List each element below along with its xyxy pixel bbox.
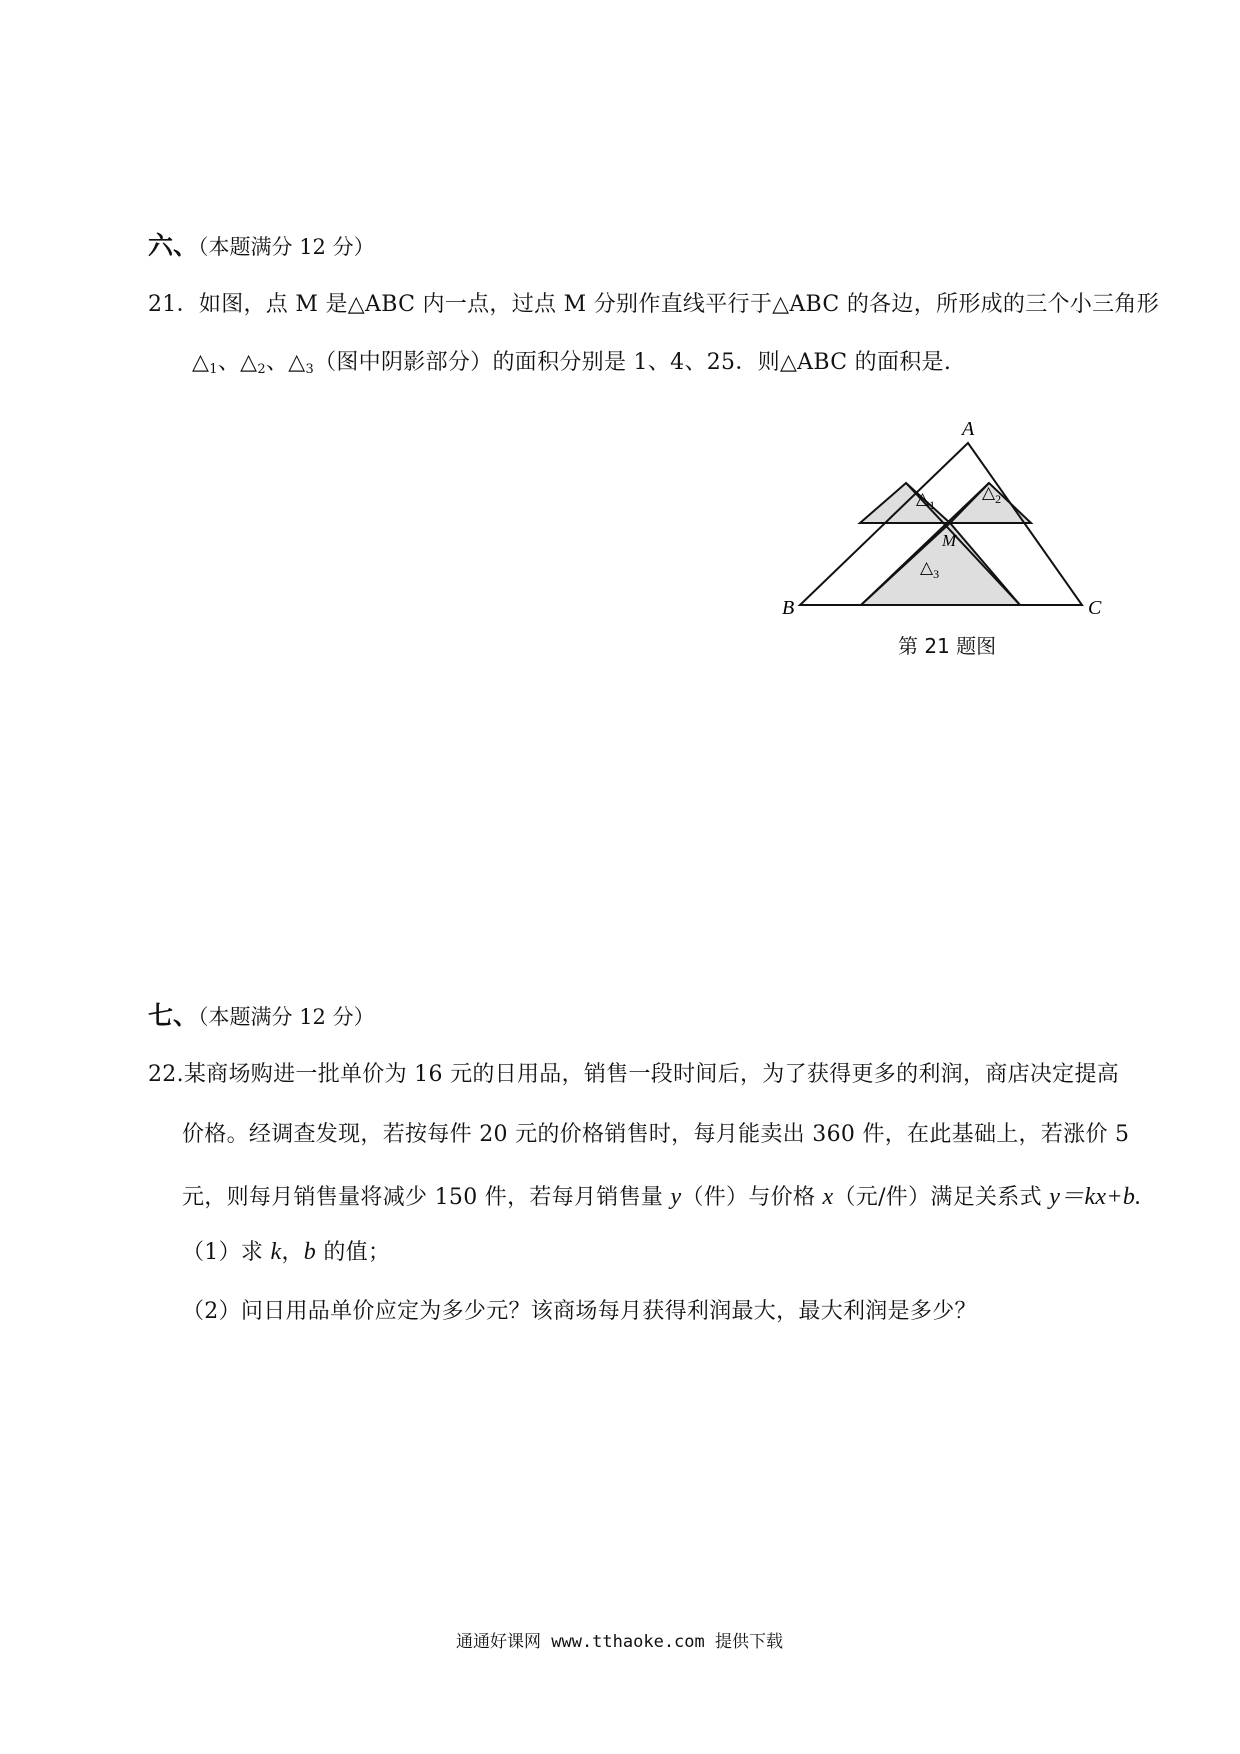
triangle-3-label: $\triangle_3$ — [920, 558, 940, 581]
separator: ， — [281, 1240, 304, 1265]
part1-text-end: 的值； — [316, 1240, 391, 1265]
vertex-label-b: B — [782, 597, 795, 619]
vertex-label-a: A — [962, 418, 975, 440]
section-score-note: （本题满分 12 分） — [198, 235, 375, 259]
question-21-line2 — [192, 345, 951, 377]
question-22-part2: （2）问日用品单价应定为多少元？该商场每月获得利润最大，最大利润是多少？ — [182, 1299, 977, 1324]
triangle-3-shape — [861, 523, 1020, 605]
question-22-line2: 价格。经调查发现，若按每件 20 元的价格销售时，每月能卖出 360 件，在此基础上，若涨价 5 — [182, 1122, 1130, 1147]
vertex-label-c: C — [1088, 597, 1102, 619]
triangle-2-symbol: △ — [240, 350, 258, 375]
section-header-6 — [148, 226, 375, 262]
triangle-2-label: $\triangle_2$ — [982, 483, 1002, 506]
triangle-1-subscript: 1 — [209, 362, 218, 377]
point-label-m: M — [942, 531, 957, 550]
question-22-line3 — [182, 1176, 1141, 1211]
separator: 、 — [217, 350, 241, 375]
question-21-line2-text: （图中阴影部分）的面积分别是 1、4、25．则△ABC 的面积是. — [314, 350, 952, 375]
section-score-note: （本题满分 12 分） — [198, 1005, 375, 1029]
question-22-line3-text-b: （件）与价格 — [681, 1185, 823, 1210]
triangle-2-subscript: 2 — [257, 362, 266, 377]
variable-b: b — [303, 1239, 317, 1265]
triangle-3-subscript: 3 — [305, 362, 315, 377]
triangle-1-label: $\triangle_1$ — [916, 489, 936, 512]
triangle-1-symbol: △ — [192, 350, 210, 375]
question-21-line1: 21．如图，点 M 是△ABC 内一点，过点 M 分别作直线平行于△ABC 的各边，所形成的三个小三角形 — [148, 292, 1160, 317]
section-number: 七、 — [148, 1001, 199, 1030]
figure-caption: 第 21 题图 — [898, 634, 997, 658]
section-number: 六、 — [148, 231, 199, 260]
question-22-line3-text-a: 元，则每月销售量将减少 150 件，若每月销售量 — [182, 1185, 671, 1210]
question-22-line3-text-c: （元/件）满足关系式 — [833, 1185, 1050, 1210]
separator: 、 — [265, 350, 289, 375]
variable-x: x — [822, 1184, 834, 1210]
page-footer: 通通好课网 www.tthaoke.com 提供下载 — [456, 1632, 783, 1652]
part1-text: （1）求 — [182, 1240, 271, 1265]
question-22-line1: 22.某商场购进一批单价为 16 元的日用品，销售一段时间后，为了获得更多的利润，商店决定提高 — [148, 1062, 1120, 1087]
section-header-7 — [148, 996, 375, 1032]
variable-k: k — [270, 1239, 282, 1265]
relation-formula: y＝kx+b. — [1049, 1184, 1142, 1210]
triangle-3-symbol: △ — [288, 350, 306, 375]
question-21-figure — [770, 410, 1130, 660]
variable-y: y — [670, 1184, 682, 1210]
question-22-part1 — [182, 1235, 390, 1266]
